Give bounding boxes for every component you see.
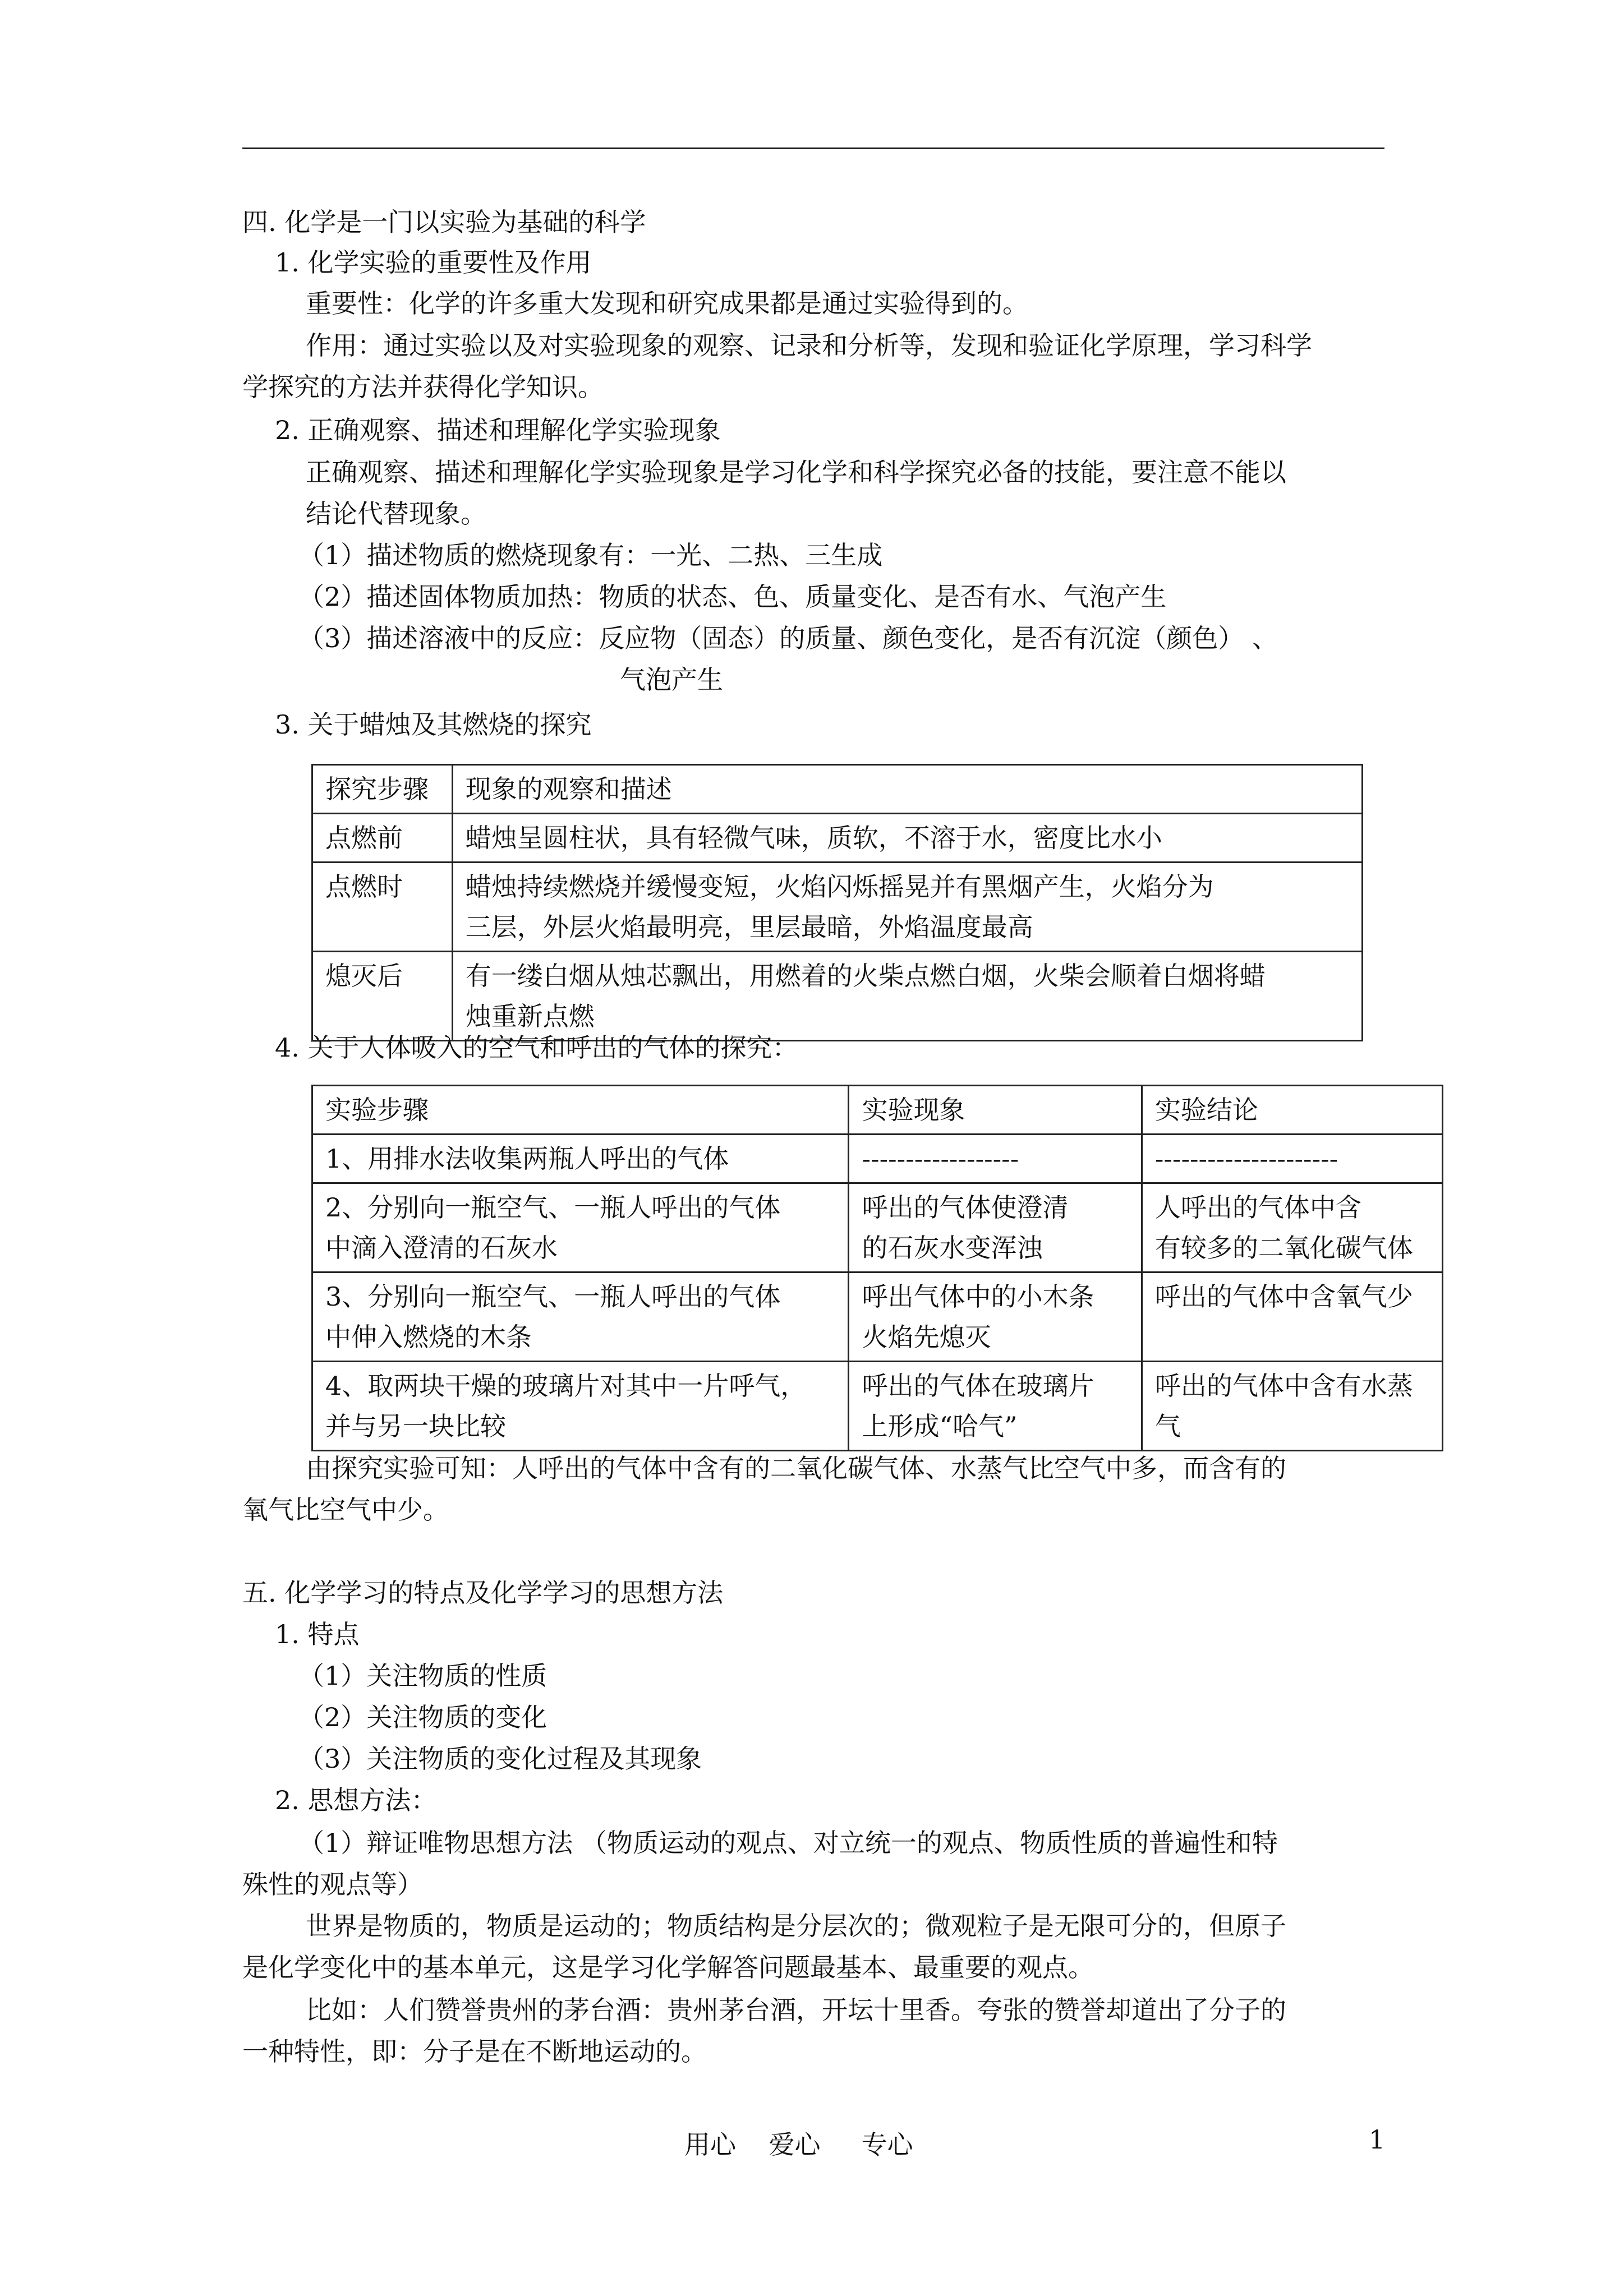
cell-line: 有一缕白烟从烛芯飘出，用燃着的火柴点燃白烟，火柴会顺着白烟将蜡 <box>465 961 1266 991</box>
feature-item-3: （3）关注物质的变化过程及其现象 <box>298 1744 702 1774</box>
table-row <box>312 863 1363 952</box>
table-cell <box>312 1362 849 1451</box>
method-1-line2: 殊性的观点等） <box>242 1869 423 1899</box>
cell-line: 2、分别向一瓶空气、一瓶人呼出的气体 <box>325 1192 781 1223</box>
observe-intro-line2: 结论代替现象。 <box>306 499 486 529</box>
observe-intro-line1: 正确观察、描述和理解化学实验现象是学习化学和科学探究必备的技能，要注意不能以 <box>306 457 1286 487</box>
breath-table <box>311 1085 1443 1451</box>
table-header-cell: 实验结论 <box>1142 1086 1442 1135</box>
table-cell <box>1142 1183 1442 1273</box>
table-row <box>312 1273 1443 1362</box>
section-5-title: 五. 化学学习的特点及化学学习的思想方法 <box>242 1578 724 1608</box>
subsection-4-3-title: 3. 关于蜡烛及其燃烧的探究 <box>275 709 592 740</box>
table-header-cell: 探究步骤 <box>312 765 453 814</box>
cell-line: 呼出的气体中含有水蒸 <box>1154 1371 1413 1401</box>
table-cell <box>1142 1362 1442 1451</box>
observe-item-3-line2: 气泡产生 <box>620 665 723 695</box>
cell-line: 有较多的二氧化碳气体 <box>1154 1233 1413 1263</box>
role-text-line1: 作用：通过实验以及对实验现象的观察、记录和分析等，发现和验证化学原理，学习科学 <box>306 330 1312 361</box>
table-row <box>312 952 1363 1041</box>
table-cell <box>849 1183 1142 1273</box>
cell-line: 并与另一块比较 <box>325 1411 506 1441</box>
subsection-4-1-title: 1. 化学实验的重要性及作用 <box>275 247 592 278</box>
table-row <box>312 1086 1443 1135</box>
table-cell: 熄灭后 <box>312 952 453 1041</box>
subsection-4-2-title: 2. 正确观察、描述和理解化学实验现象 <box>275 415 721 445</box>
table-header-cell: 实验现象 <box>849 1086 1142 1135</box>
feature-item-1: （1）关注物质的性质 <box>298 1661 548 1691</box>
table-header-cell: 现象的观察和描述 <box>452 765 1362 814</box>
cell-line: 的石灰水变浑浊 <box>862 1233 1043 1263</box>
cell-line: 人呼出的气体中含 <box>1154 1192 1361 1223</box>
table-row <box>312 765 1363 814</box>
table-cell <box>849 1362 1142 1451</box>
table-header-cell: 实验步骤 <box>312 1086 849 1135</box>
cell-line: 4、取两块干燥的玻璃片对其中一片呼气， <box>325 1371 807 1401</box>
cell-line: 中滴入澄清的石灰水 <box>325 1233 558 1263</box>
table-row <box>312 1135 1443 1183</box>
subsection-5-1-title: 1. 特点 <box>275 1619 360 1649</box>
cell-line: 蜡烛持续燃烧并缓慢变短，火焰闪烁摇晃并有黑烟产生，火焰分为 <box>465 872 1214 902</box>
table-cell <box>452 863 1362 952</box>
candle-table <box>311 764 1363 1041</box>
table-cell <box>452 952 1362 1041</box>
cell-line: 上形成“哈气” <box>862 1411 1018 1441</box>
table-cell: 蜡烛呈圆柱状，具有轻微气味，质软，不溶于水，密度比水小 <box>452 814 1362 863</box>
page-number: 1 <box>1369 2124 1386 2155</box>
conclusion-line2: 氧气比空气中少。 <box>242 1495 449 1525</box>
table-cell: ------------------ <box>849 1135 1142 1183</box>
table-cell: 呼出的气体中含氧气少 <box>1142 1273 1442 1362</box>
worldview-line2: 是化学变化中的基本单元，这是学习化学解答问题最基本、最重要的观点。 <box>242 1952 1094 1983</box>
table-cell <box>849 1273 1142 1362</box>
cell-line: 气 <box>1154 1411 1181 1441</box>
header-rule <box>242 147 1384 149</box>
cell-line: 呼出气体中的小木条 <box>862 1281 1094 1312</box>
worldview-line1: 世界是物质的，物质是运动的；物质结构是分层次的；微观粒子是无限可分的，但原子 <box>306 1911 1286 1941</box>
feature-item-2: （2）关注物质的变化 <box>298 1702 548 1732</box>
cell-line: 烛重新点燃 <box>465 1001 595 1031</box>
table-cell <box>312 1183 849 1273</box>
table-cell: --------------------- <box>1142 1135 1442 1183</box>
observe-item-3-line1: （3）描述溶液中的反应：反应物（固态）的质量、颜色变化，是否有沉淀（颜色） 、 <box>298 623 1278 653</box>
example-line2: 一种特性，即：分子是在不断地运动的。 <box>242 2036 707 2067</box>
table-cell: 点燃前 <box>312 814 453 863</box>
cell-line: 三层，外层火焰最明亮，里层最暗，外焰温度最高 <box>465 912 1033 942</box>
subsection-5-2-title: 2. 思想方法： <box>275 1785 437 1815</box>
table-cell: 点燃时 <box>312 863 453 952</box>
subsection-4-4-title: 4. 关于人体吸入的空气和呼出的气体的探究： <box>275 1032 798 1063</box>
section-4-title: 四. 化学是一门以实验为基础的科学 <box>242 207 646 237</box>
table-row <box>312 1183 1443 1273</box>
cell-line: 呼出的气体在玻璃片 <box>862 1371 1094 1401</box>
table-row <box>312 1362 1443 1451</box>
table-cell <box>312 1273 849 1362</box>
observe-item-2: （2）描述固体物质加热：物质的状态、色、质量变化、是否有水、气泡产生 <box>298 582 1167 612</box>
conclusion-line1: 由探究实验可知：人呼出的气体中含有的二氧化碳气体、水蒸气比空气中多，而含有的 <box>306 1453 1286 1483</box>
example-line1: 比如：人们赞誉贵州的茅台酒：贵州茅台酒，开坛十里香。夸张的赞誉却道出了分子的 <box>306 1995 1286 2025</box>
importance-text: 重要性：化学的许多重大发现和研究成果都是通过实验得到的。 <box>306 288 1028 319</box>
footer-motto: 用心 爱心 专心 <box>684 2129 913 2160</box>
table-row <box>312 814 1363 863</box>
cell-line: 中伸入燃烧的木条 <box>325 1322 532 1352</box>
cell-line: 呼出的气体使澄清 <box>862 1192 1069 1223</box>
cell-line: 3、分别向一瓶空气、一瓶人呼出的气体 <box>325 1281 781 1312</box>
role-text-line2: 学探究的方法并获得化学知识。 <box>242 372 604 402</box>
table-cell: 1、用排水法收集两瓶人呼出的气体 <box>312 1135 849 1183</box>
method-1-line1: （1）辩证唯物思想方法 （物质运动的观点、对立统一的观点、物质性质的普遍性和特 <box>298 1828 1278 1858</box>
observe-item-1: （1）描述物质的燃烧现象有：一光、二热、三生成 <box>298 540 883 570</box>
cell-line: 火焰先熄灭 <box>862 1322 991 1352</box>
